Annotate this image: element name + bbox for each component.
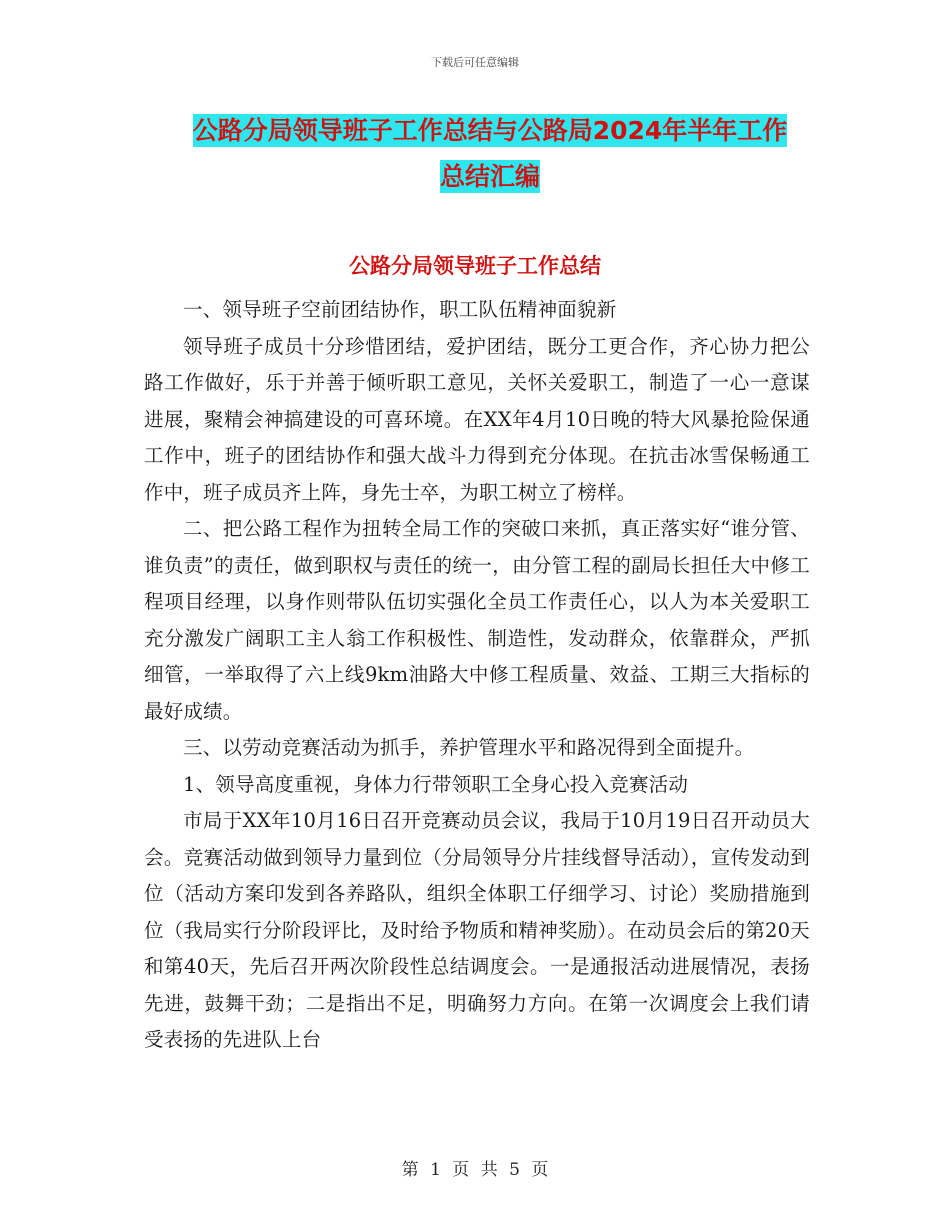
paragraph-heading-3: 三、以劳动竞赛活动为抓手，养护管理水平和路况得到全面提升。 (183, 736, 755, 759)
document-body (144, 292, 810, 1059)
title-line-1: 公路分局领导班子工作总结与公路局2024年半年工作 (192, 116, 788, 145)
paragraph: 领导班子成员十分珍惜团结，爱护团结，既分工更合作，齐心协力把公路工作做好，乐于并善于倾听职工意见，关怀关爱职工，制造了一心一意谋进展，聚精会神搞建设的可喜环境。在XX年4月10日晚的特大风暴抢险保通工作中，班子的团结协作和强大战斗力得到充分体现。在抗击冰雪保畅通工作中，班子成员齐上阵，身先士卒，为职工树立了榜样。 (144, 334, 810, 504)
paragraph-heading-1: 一、领导班子空前团结协作，职工队伍精神面貌新 (183, 298, 617, 321)
paragraph-subheading: 1、领导高度重视，身体力行带领职工全身心投入竞赛活动 (183, 772, 689, 796)
document-title (140, 108, 840, 200)
header-note: 下载后可任意编辑 (431, 56, 519, 69)
title-line-2: 总结汇编 (439, 162, 540, 191)
page-footer: 第 1 页 共 5 页 (401, 1160, 549, 1180)
paragraph: 二、把公路工程作为扭转全局工作的突破口来抓，真正落实好“谁分管、谁负责”的责任，做到职权与责任的统一，由分管工程的副局长担任大中修工程项目经理，以身作则带队伍切实强化全员工作责任心，以人为本关爱职工充分激发广阔职工主人翁工作积极性、制造性，发动群众，依靠群众，严抓细管，一举取得了六上线9km油路大中修工程质量、效益、工期三大指标的最好成绩。 (144, 517, 810, 723)
section-title: 公路分局领导班子工作总结 (349, 254, 601, 278)
paragraph: 市局于XX年10月16日召开竞赛动员会议，我局于10月19日召开动员大会。竞赛活动做到领导力量到位（分局领导分片挂线督导活动），宣传发动到位（活动方案印发到各养路队，组织全体职工仔细学习、讨论）奖励措施到位（我局实行分阶段评比，及时给予物质和精神奖励）。在动员会后的第20天和第40天，先后召开两次阶段性总结调度会。一是通报活动进展情况，表扬先进，鼓舞干劲；二是指出不足，明确努力方向。在第一次调度会上我们请受表扬的先进队上台 (144, 809, 810, 1051)
